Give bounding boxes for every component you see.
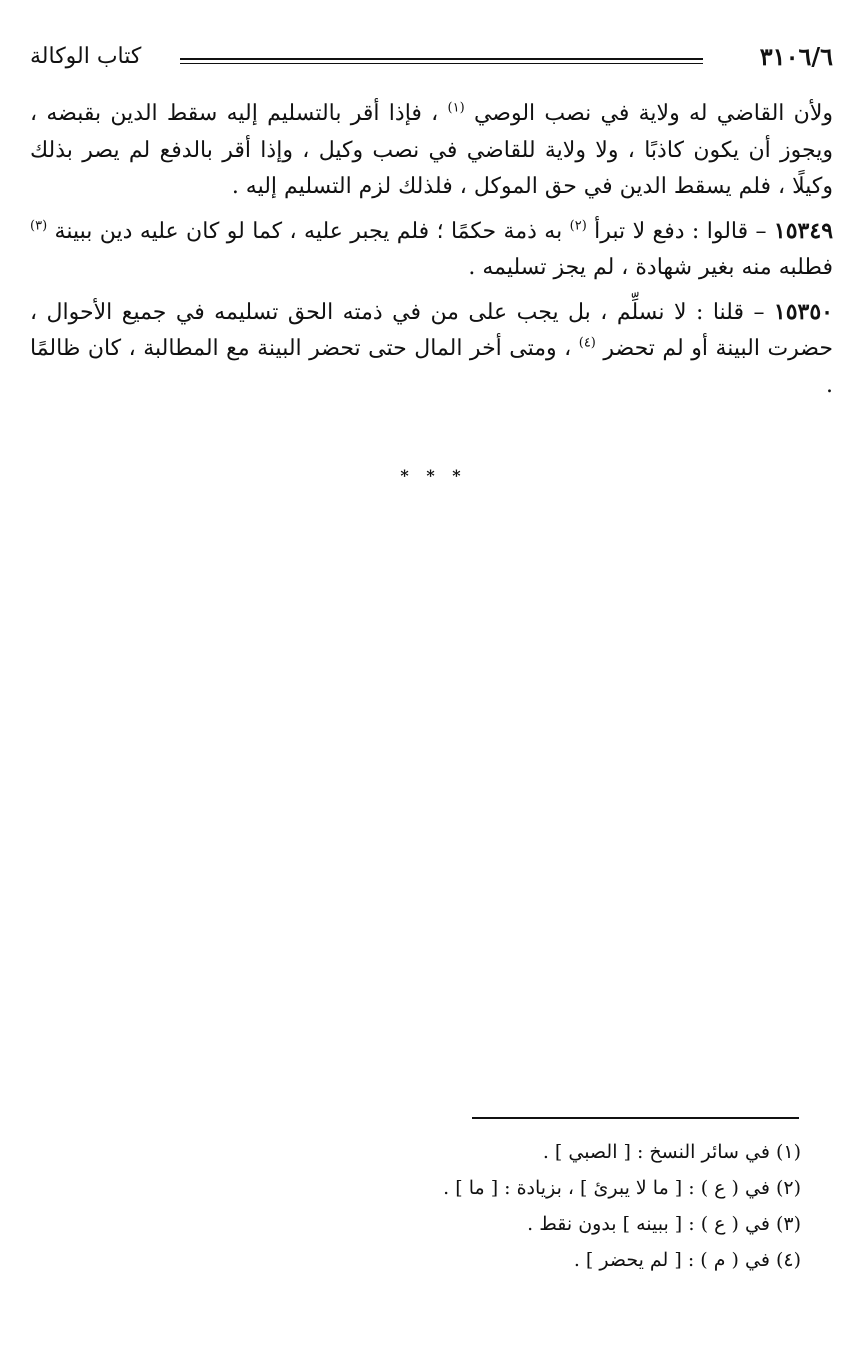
paragraph-text: ، فإذا أقر بالتسليم إليه سقط الدين بقبضه ، ويجوز أن يكون كاذبًا ، ولا ولاية للقاضي في نصب وكيل ، وإذا أقر بالدفع لم يصر بذلك وكيلًا ، فلم يسقط الدين في حق الموكل ، فلذلك لزم التسليم إليه . (30, 101, 833, 199)
footnote-ref: (١) (447, 100, 465, 116)
footnote-ref: (٣) (30, 218, 48, 234)
page-header (30, 40, 833, 74)
paragraph-text: – قلنا : لا نسلِّم ، بل يجب على من في ذمته الحق تسليمه في جميع الأحوال ، حضرت البينة أو لم تحضر (30, 299, 833, 361)
paragraph-text: به ذمة حكمًا ؛ فلم يجبر عليه ، كما لو كان عليه دين ببينة (47, 218, 570, 244)
paragraph-text: ولأن القاضي له ولاية في نصب الوصي (464, 101, 833, 126)
paragraph-text: – قالوا : دفع لا تبرأ (586, 218, 774, 244)
main-text (30, 96, 833, 411)
section-separator: * * * (400, 466, 467, 485)
paragraph-text: فطلبه منه بغير شهادة ، لم يجز تسليمه . (468, 255, 833, 280)
book-title: كتاب الوكالة (30, 44, 142, 69)
paragraph-number: ١٥٣٤٩ (773, 217, 834, 244)
paragraph (30, 294, 833, 405)
paragraph (30, 96, 833, 206)
paragraph (30, 213, 833, 287)
footnote: (٤) في ( م ) : [ لم يحضر ] . (573, 1249, 801, 1271)
footnote: (٣) في ( ع ) : [ ببينه ] بدون نقط . (527, 1213, 801, 1235)
footnotes (301, 1134, 801, 1278)
paragraph-number: ١٥٣٥٠ (773, 298, 833, 325)
footnote-ref: (٤) (578, 335, 596, 351)
footnote-ref: (٢) (569, 218, 587, 234)
paragraph-text: ، ومتى أخر المال حتى تحضر البينة مع المطالبة ، كان ظالمًا . (30, 336, 833, 398)
footnote: (٢) في ( ع ) : [ ما لا يبرئ ] ، بزيادة : [ ما ] . (443, 1177, 801, 1199)
header-rule (180, 58, 703, 64)
footnote-rule (472, 1117, 799, 1119)
footnote: (١) في سائر النسخ : [ الصبي ] . (542, 1141, 801, 1163)
page-number: ٣١٠٦/٦ (759, 42, 833, 71)
